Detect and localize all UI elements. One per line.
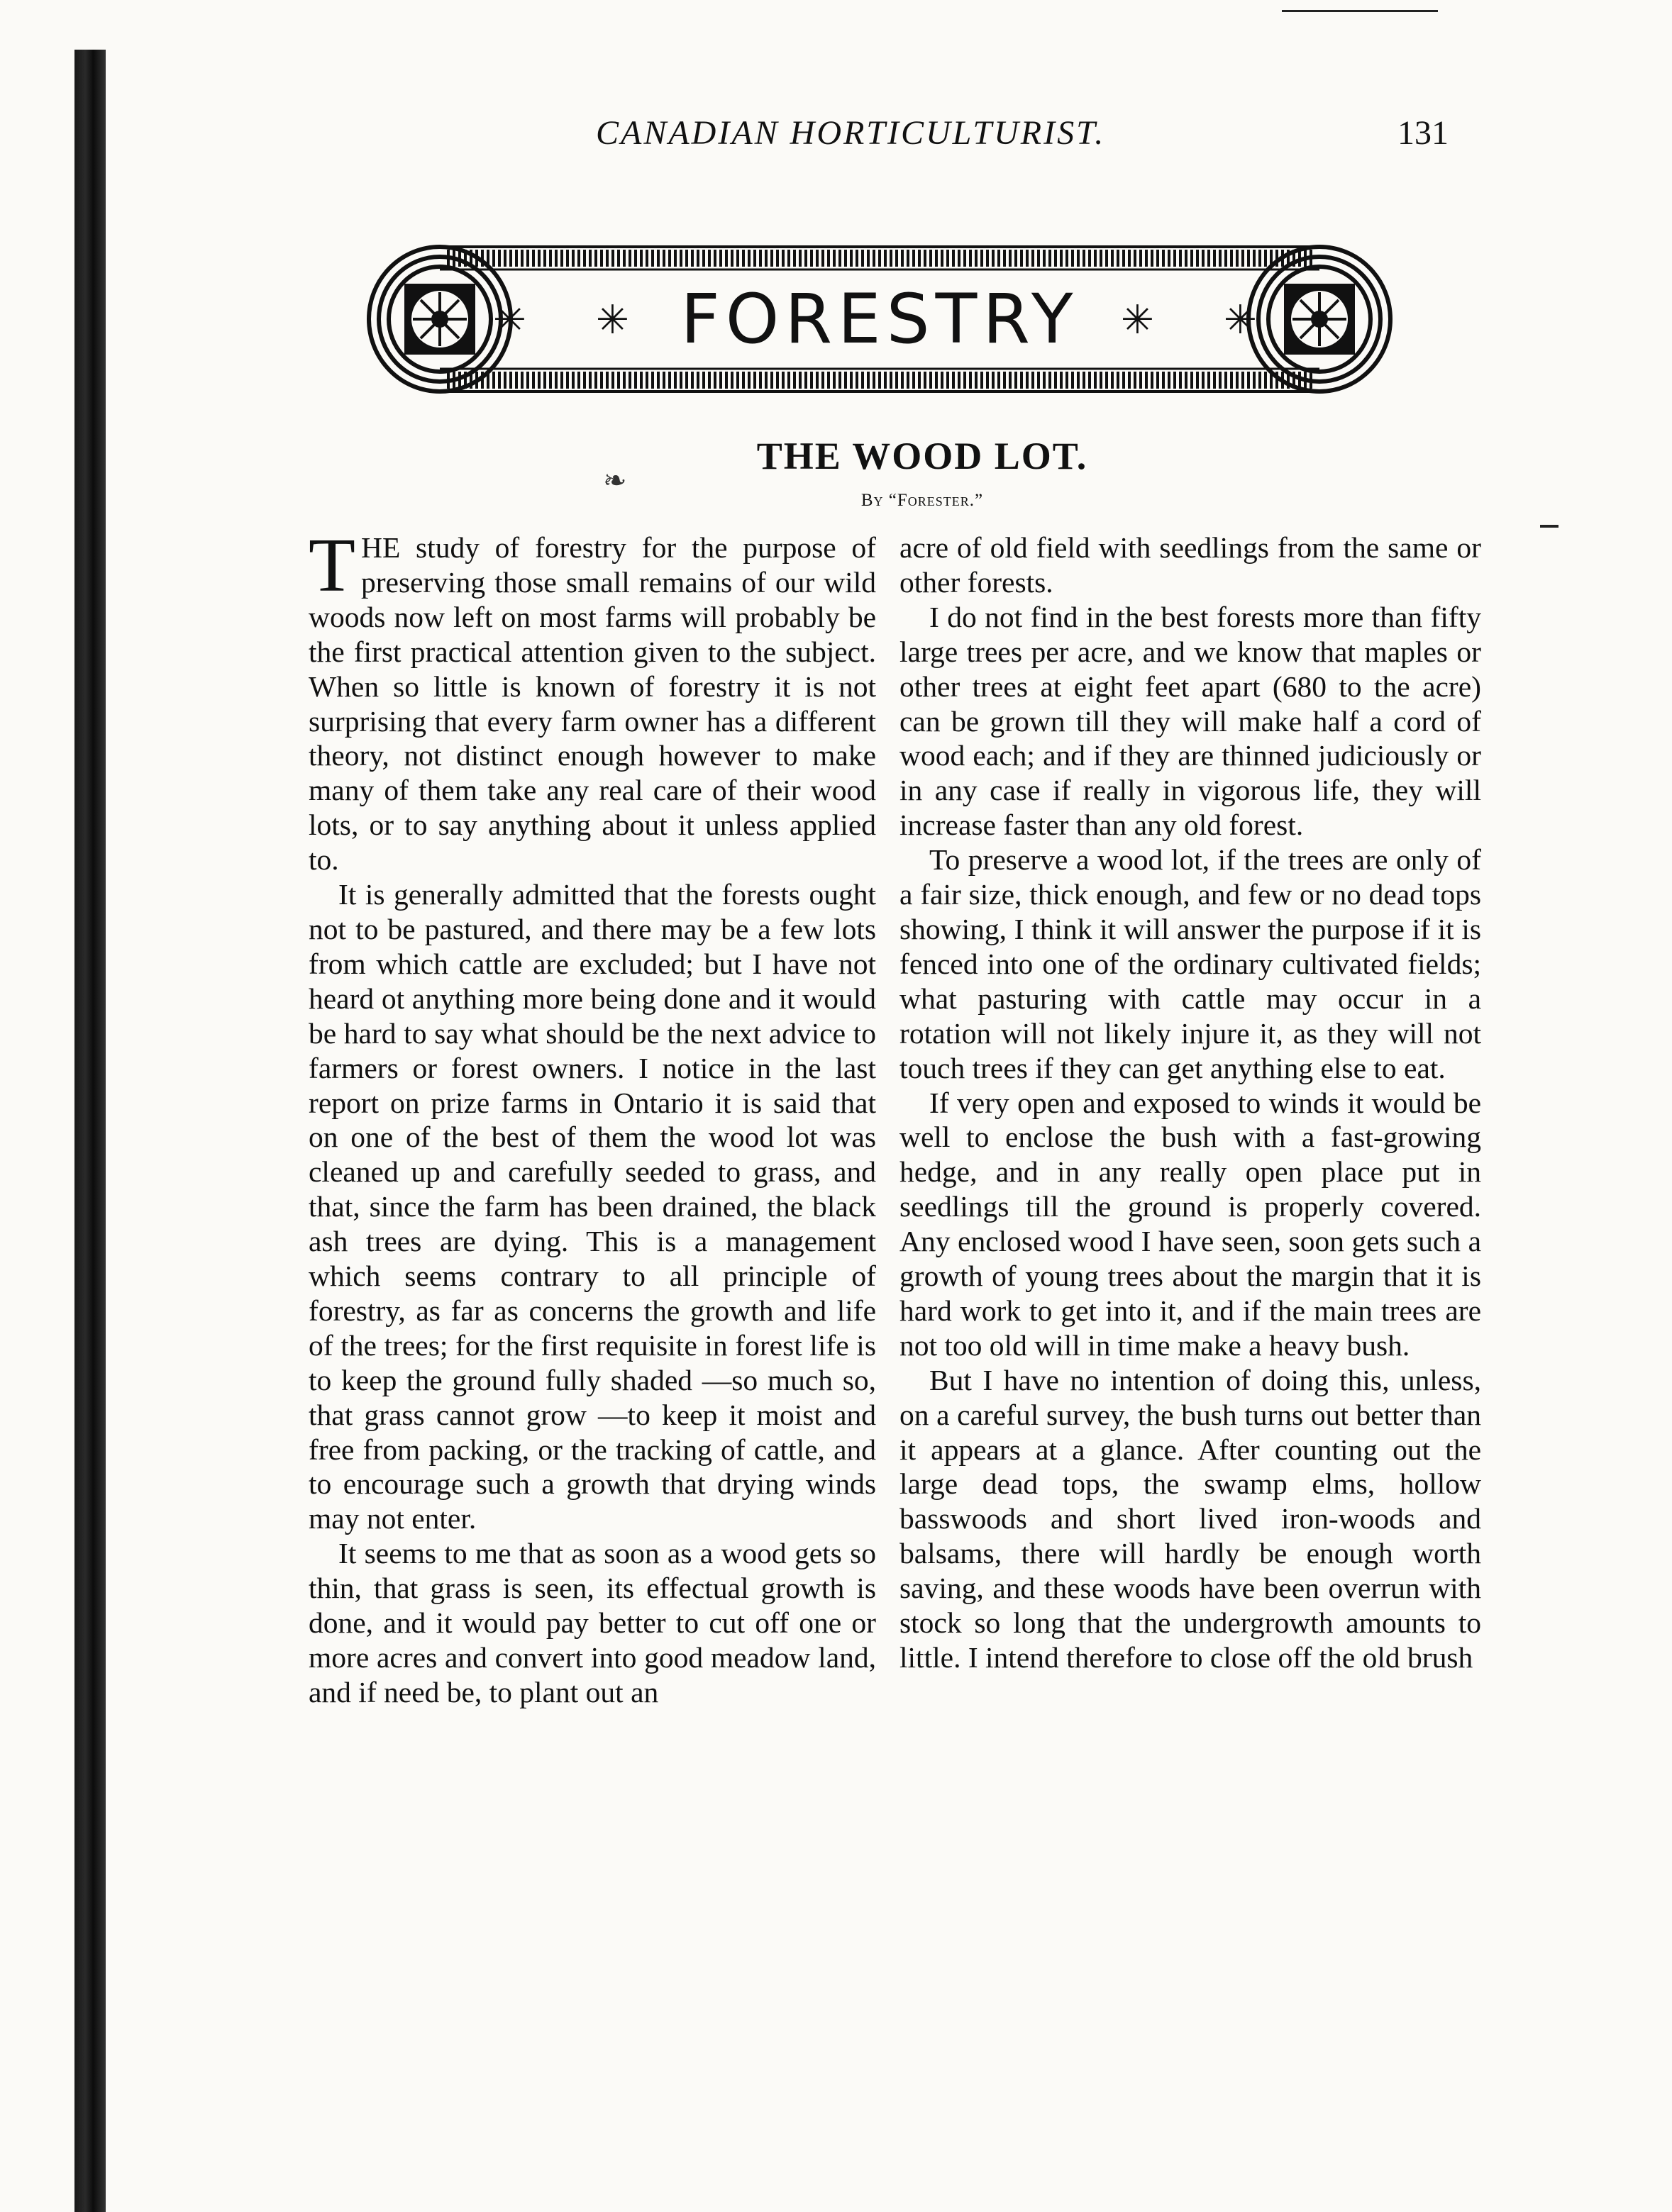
leaf-ornament-icon: ❧ bbox=[603, 465, 627, 497]
book-spine-shadow bbox=[74, 50, 106, 2212]
left-column bbox=[309, 523, 876, 1710]
star-ornament-icon: ✳ bbox=[493, 297, 526, 343]
paragraph: I do not find in the best forests more than fifty large trees per acre, and we know that maples or other trees at eight feet apart (680 to the acre) can be grown till they will make half a cord of wood each; and if they are thinned judiciously or in any case if really in vigorous life, they will increase faster than any old forest. bbox=[899, 600, 1481, 842]
star-ornament-icon: ✳ bbox=[1121, 297, 1154, 343]
star-ornament-icon: ✳ bbox=[596, 297, 629, 343]
left-roundel bbox=[369, 247, 511, 391]
margin-mark bbox=[1540, 525, 1558, 528]
byline: By “Forester.” bbox=[860, 491, 984, 510]
paragraph: To preserve a wood lot, if the trees are only of a fair size, thick enough, and few or no dead tops showing, I think it will answer the purpose if it is fenced into one of the ordinary cultivated fields; what pasturing with cattle may occur in a rotation will not likely injure it, as they will not touch trees if they can get anything else to eat. bbox=[899, 843, 1481, 1084]
paragraph-text: HE study of forestry for the purpose of preserving those small remains of our wild woods now left on most farms will probably be the first practical attention given to the subject. When so little is known of forestry it is not surprising that every farm owner has a different theory, not distinct enough however to make many of them take any real care of their wood lots, or to say anything about it unless applied to. bbox=[309, 531, 876, 877]
paragraph: acre of old field with seedlings from the same or other forests. bbox=[899, 531, 1481, 599]
forestry-banner bbox=[362, 241, 1397, 397]
star-ornament-icon: ✳ bbox=[1224, 297, 1257, 343]
drop-cap: T bbox=[309, 523, 355, 608]
banner-frame bbox=[362, 241, 1397, 397]
article-title: THE WOOD LOT. bbox=[756, 435, 1088, 477]
right-column bbox=[899, 530, 1481, 1675]
corner-rule bbox=[1282, 10, 1438, 16]
running-title: CANADIAN HORTICULTURIST. bbox=[596, 114, 1106, 152]
right-roundel bbox=[1249, 247, 1390, 391]
running-head bbox=[596, 113, 1504, 163]
page-number: 131 bbox=[1397, 114, 1449, 152]
paragraph: It is generally admitted that the forests ought not to be pastured, and there may be a few lots from which cattle are excluded; but I have not heard ot anything more being done and it would be hard to say what should be the next advice to farmers or forest owners. I notice in the last report on prize farms in Ontario it is said that on one of the best of them the wood lot was cleaned up and carefully seeded to grass, and that, since the farm has been drained, the black ash trees are dying. This is a management which seems contrary to all principle of forestry, as far as concerns the growth and life of the trees; for the first requisite in forest life is to keep the ground fully shaded —so much so, that grass cannot grow —to keep it moist and free from packing, or the tracking of cattle, and to encourage such a growth that drying winds may not enter. bbox=[309, 878, 876, 1535]
paragraph bbox=[309, 523, 876, 877]
banner-title: FORESTRY bbox=[680, 279, 1079, 359]
paragraph: If very open and exposed to winds it would be well to enclose the bush with a fast-growing hedge, and in any really open place put in seedlings till the ground is properly covered. Any enclosed wood I have seen, soon gets such a growth of young trees about the margin that it is hard work to get into it, and if the main trees are not too old will in time make a heavy bush. bbox=[899, 1086, 1481, 1362]
paragraph: But I have no intention of doing this, unless, on a careful survey, the bush turns out better than it appears at a glance. After counting out the large dead tops, the swamp elms, hollow basswoods and short lived iron-woods and balsams, there will hardly be enough worth saving, and these woods have been overrun with stock so long that the undergrowth amounts to little. I intend therefore to close off the old brush bbox=[899, 1363, 1481, 1674]
paragraph: It seems to me that as soon as a wood gets so thin, that grass is seen, its effectual growth is done, and it would pay better to cut off one or more acres and convert into good meadow land, and if need be, to plant out an bbox=[309, 1537, 876, 1708]
